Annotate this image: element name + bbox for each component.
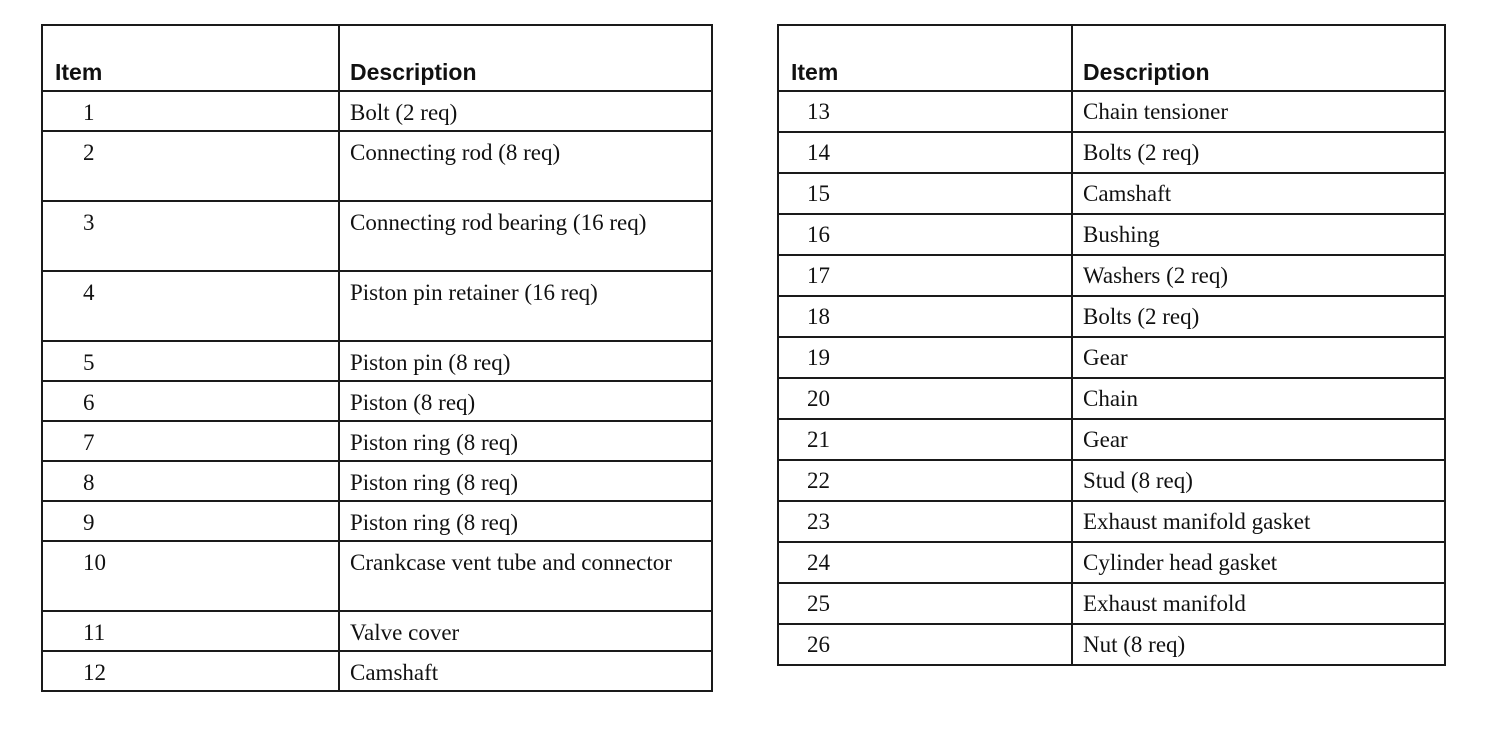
item-number-cell: 11	[42, 611, 339, 651]
item-number-cell: 21	[778, 419, 1072, 460]
table-row	[42, 501, 712, 541]
table-row	[778, 460, 1445, 501]
item-description-cell: Piston ring (8 req)	[339, 421, 712, 461]
item-number-cell: 14	[778, 132, 1072, 173]
table-row	[778, 419, 1445, 460]
item-number-cell: 13	[778, 91, 1072, 132]
item-number-cell: 18	[778, 296, 1072, 337]
item-number-cell: 15	[778, 173, 1072, 214]
item-number-cell: 3	[42, 201, 339, 271]
item-description-cell: Exhaust manifold	[1072, 583, 1445, 624]
item-number-cell: 22	[778, 460, 1072, 501]
item-description-cell: Chain tensioner	[1072, 91, 1445, 132]
table-row	[42, 461, 712, 501]
parts-table-right	[777, 24, 1446, 666]
item-description-cell: Piston ring (8 req)	[339, 501, 712, 541]
item-number-cell: 16	[778, 214, 1072, 255]
table-row	[778, 132, 1445, 173]
item-description-cell: Gear	[1072, 337, 1445, 378]
table-row	[42, 421, 712, 461]
item-description-cell: Piston pin (8 req)	[339, 341, 712, 381]
item-description-cell: Bushing	[1072, 214, 1445, 255]
item-description-cell: Camshaft	[339, 651, 712, 691]
table-row	[778, 501, 1445, 542]
table-row	[42, 131, 712, 201]
description-column-header: Description	[339, 25, 712, 91]
table-row	[778, 624, 1445, 665]
table-header-row	[42, 25, 712, 91]
item-description-cell: Piston ring (8 req)	[339, 461, 712, 501]
item-number-cell: 2	[42, 131, 339, 201]
item-description-cell: Crankcase vent tube and connector	[339, 541, 712, 611]
table-row	[42, 651, 712, 691]
item-number-cell: 24	[778, 542, 1072, 583]
item-description-cell: Piston (8 req)	[339, 381, 712, 421]
item-number-cell: 9	[42, 501, 339, 541]
table-row	[42, 381, 712, 421]
table-row	[778, 542, 1445, 583]
item-description-cell: Stud (8 req)	[1072, 460, 1445, 501]
description-column-header: Description	[1072, 25, 1445, 91]
item-number-cell: 8	[42, 461, 339, 501]
table-row	[42, 611, 712, 651]
item-number-cell: 12	[42, 651, 339, 691]
parts-table-left-body	[42, 91, 712, 691]
item-number-cell: 20	[778, 378, 1072, 419]
item-description-cell: Bolt (2 req)	[339, 91, 712, 131]
item-description-cell: Washers (2 req)	[1072, 255, 1445, 296]
item-description-cell: Gear	[1072, 419, 1445, 460]
item-number-cell: 1	[42, 91, 339, 131]
table-row	[778, 255, 1445, 296]
item-number-cell: 7	[42, 421, 339, 461]
item-number-cell: 10	[42, 541, 339, 611]
item-description-cell: Connecting rod bearing (16 req)	[339, 201, 712, 271]
item-number-cell: 4	[42, 271, 339, 341]
item-description-cell: Valve cover	[339, 611, 712, 651]
table-row	[778, 378, 1445, 419]
table-row	[42, 541, 712, 611]
item-number-cell: 23	[778, 501, 1072, 542]
table-row	[42, 91, 712, 131]
parts-table-left	[41, 24, 713, 692]
item-number-cell: 19	[778, 337, 1072, 378]
table-row	[42, 341, 712, 381]
item-column-header: Item	[42, 25, 339, 91]
item-description-cell: Bolts (2 req)	[1072, 296, 1445, 337]
item-number-cell: 5	[42, 341, 339, 381]
table-row	[778, 337, 1445, 378]
table-row	[42, 271, 712, 341]
item-description-cell: Nut (8 req)	[1072, 624, 1445, 665]
item-number-cell: 17	[778, 255, 1072, 296]
item-description-cell: Camshaft	[1072, 173, 1445, 214]
item-description-cell: Chain	[1072, 378, 1445, 419]
table-row	[778, 296, 1445, 337]
item-description-cell: Connecting rod (8 req)	[339, 131, 712, 201]
parts-table-right-body	[778, 91, 1445, 665]
table-row	[778, 91, 1445, 132]
table-row	[778, 173, 1445, 214]
item-description-cell: Bolts (2 req)	[1072, 132, 1445, 173]
item-description-cell: Exhaust manifold gasket	[1072, 501, 1445, 542]
item-number-cell: 25	[778, 583, 1072, 624]
item-number-cell: 6	[42, 381, 339, 421]
item-description-cell: Cylinder head gasket	[1072, 542, 1445, 583]
table-header-row	[778, 25, 1445, 91]
table-row	[778, 583, 1445, 624]
item-number-cell: 26	[778, 624, 1072, 665]
table-row	[42, 201, 712, 271]
item-column-header: Item	[778, 25, 1072, 91]
item-description-cell: Piston pin retainer (16 req)	[339, 271, 712, 341]
table-row	[778, 214, 1445, 255]
